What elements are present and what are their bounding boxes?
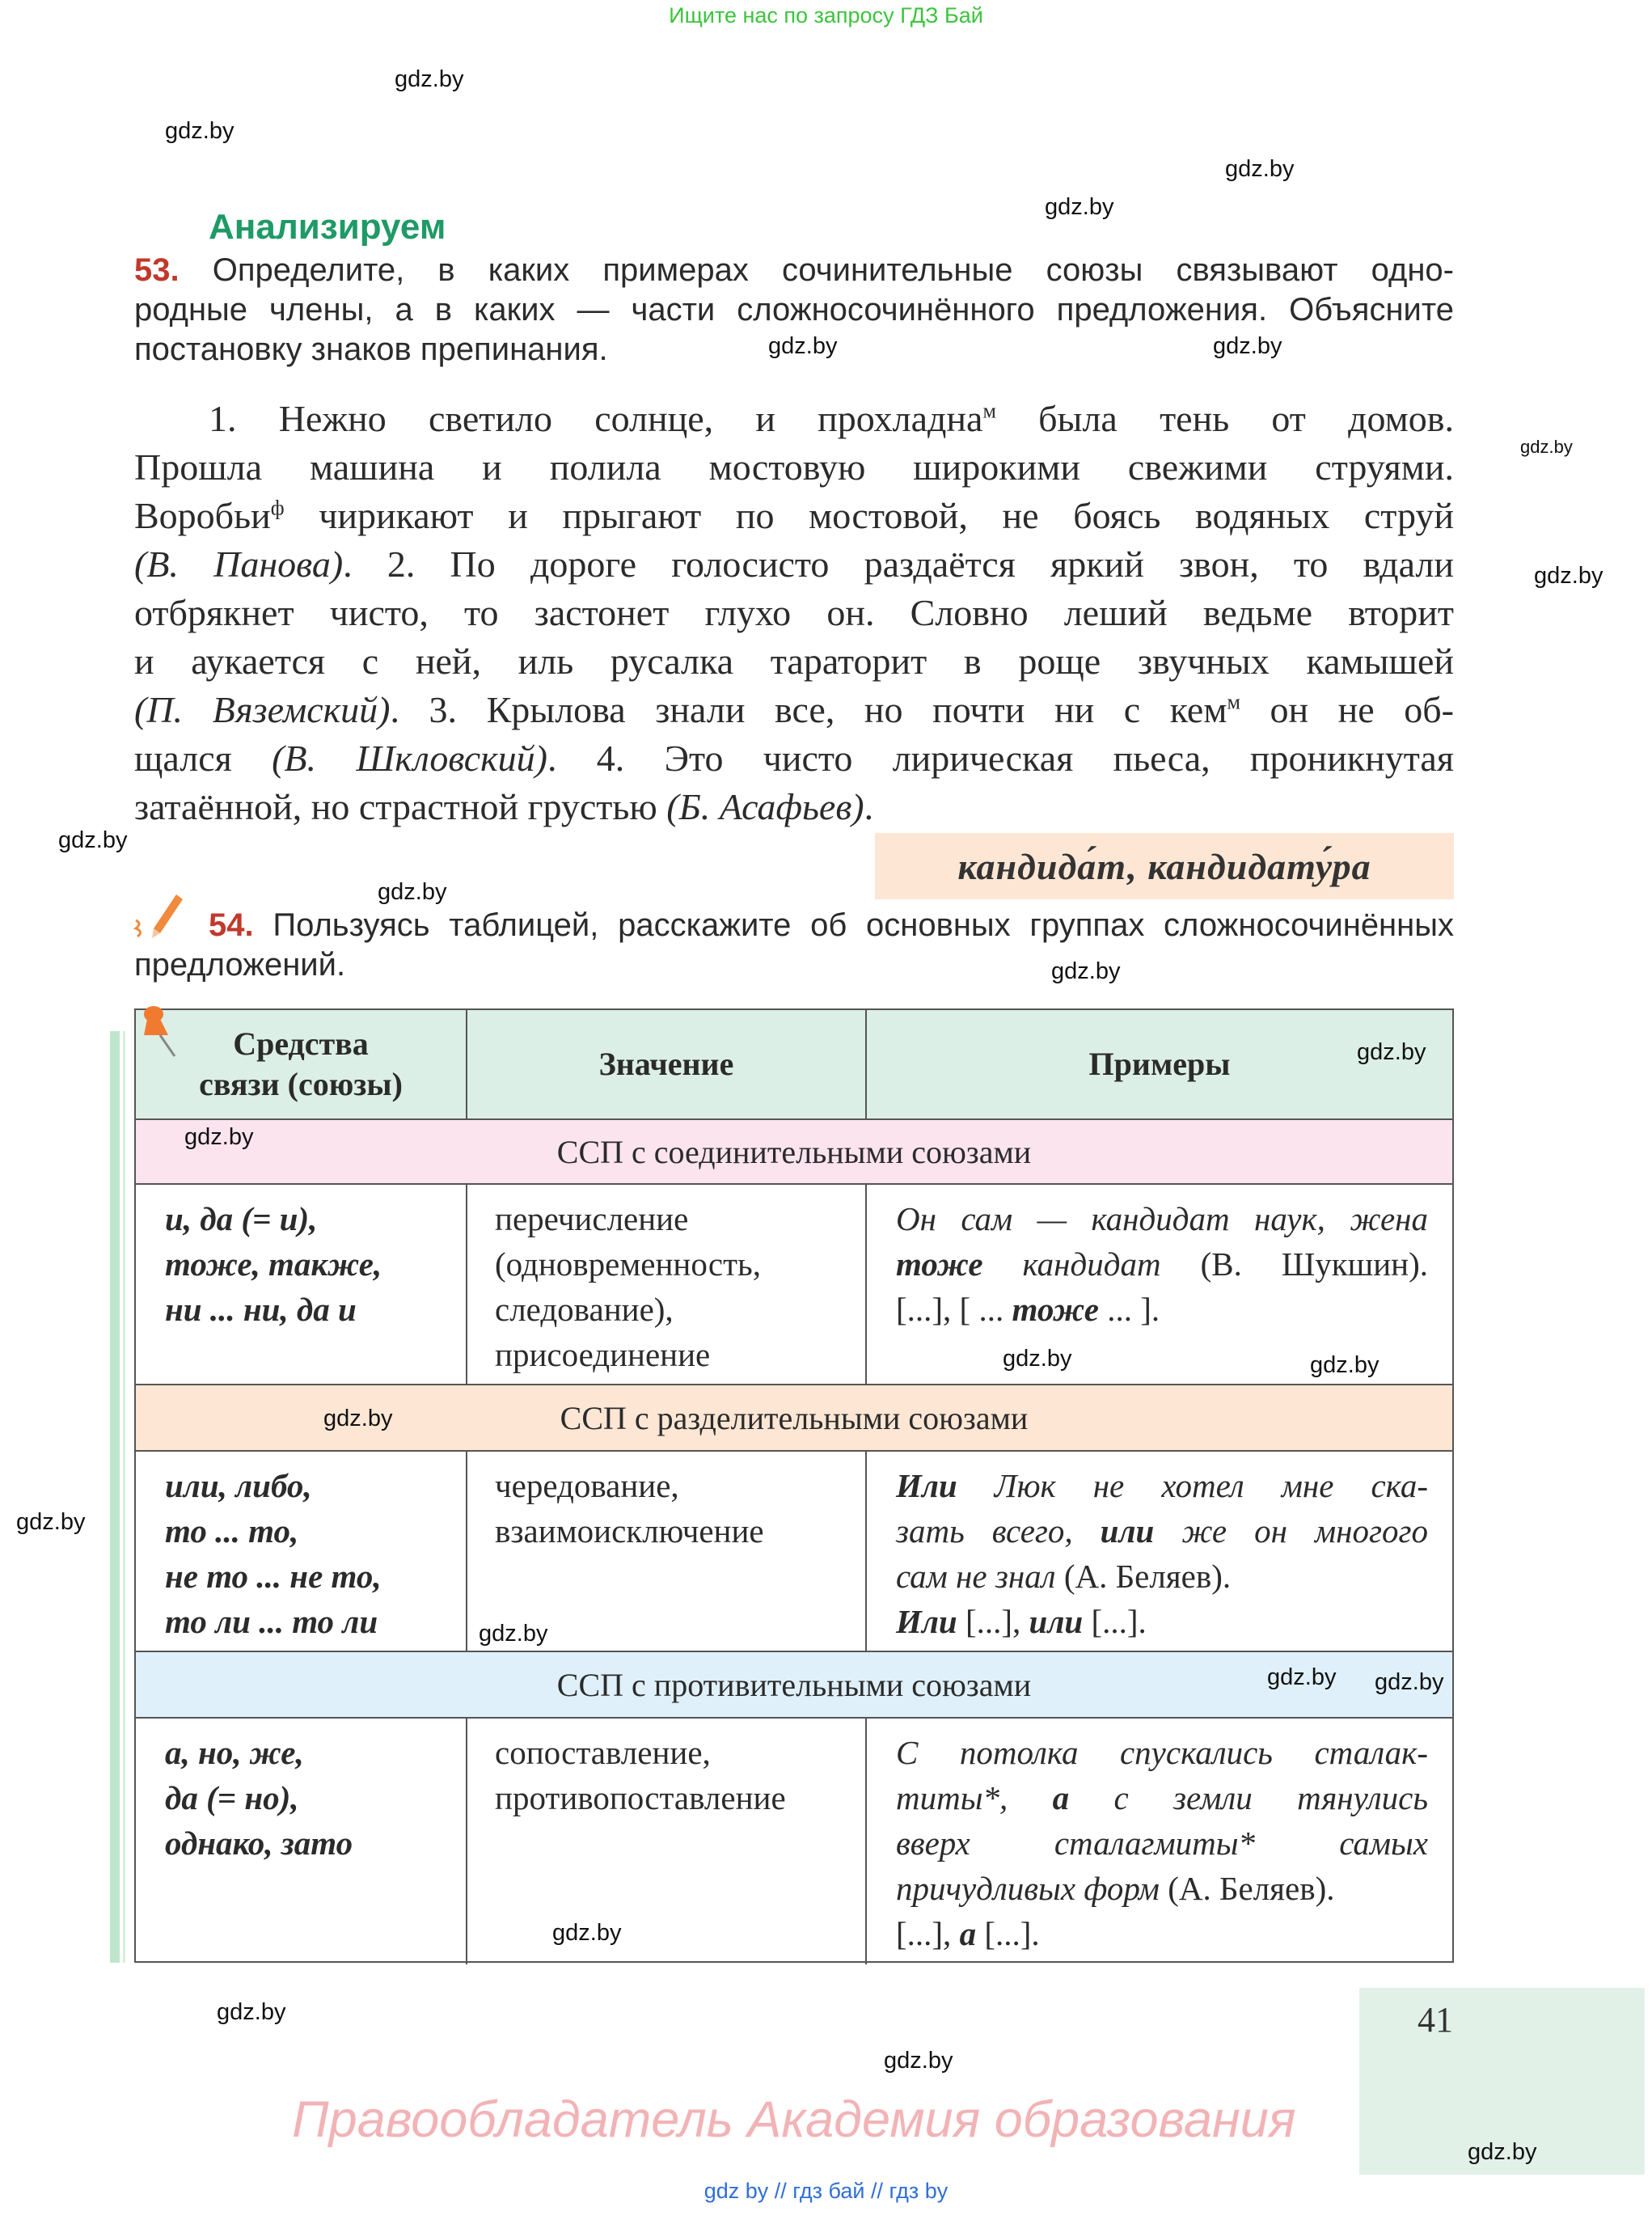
text-segment: ... ]. [1099,1291,1160,1328]
exercise-53-line: постановку знаков препинания. [134,332,608,367]
exercise-number: 54. [209,907,254,943]
text-segment: сам не знал [896,1558,1056,1595]
site-watermark: gdz.by [1520,437,1573,457]
conjunction-line: не то ... не то, [165,1558,382,1595]
text-segment: с земли тянулись [1069,1779,1428,1816]
header-conjunctions [136,1010,467,1118]
conjunction-line: и, да (= и), [165,1200,318,1237]
example-cell [867,1452,1452,1651]
header-meaning: Значение [467,1010,867,1118]
text-segment: тоже [896,1245,983,1283]
site-watermark: gdz.by [1534,563,1603,589]
example-cell [867,1719,1452,1964]
text-segment: или [1029,1603,1084,1640]
site-watermark: gdz.by [1051,958,1121,984]
text-segment: [...]. [976,1915,1040,1952]
exercise-text: Определите, в каких примерах сочинительные союзы связывают одно- [212,252,1454,288]
pushpin-icon [136,1003,184,1059]
text-segment: или [1100,1512,1155,1550]
example-line [867,1508,1452,1554]
text-segment: Или [896,1467,957,1504]
site-watermark: gdz.by [768,333,838,359]
example-line [867,1911,1452,1956]
text-segment: Он сам — кандидат наук, жена [896,1200,1428,1237]
site-watermark: gdz.by [1003,1346,1072,1372]
sentence-line [134,540,1454,589]
text-segment: (В. Шукшин). [1160,1245,1429,1283]
conjunction-line: однако, зато [165,1824,353,1862]
site-watermark: gdz.by [58,827,128,853]
text-segment: была тень от домов. [995,398,1454,439]
text-segment: отбрякнет чисто, то застонет глухо он. Словно леший ведьме вторит [134,592,1454,633]
text-segment: [...], [ ... [896,1291,1012,1328]
text-segment: (А. Беляев). [1159,1870,1335,1907]
conjunction-line: ни ... ни, да и [165,1291,357,1328]
text-segment: он не об- [1240,689,1454,730]
meaning-line: перечисление [495,1200,689,1237]
text-segment: Или [896,1603,957,1640]
text-segment: тоже [1012,1291,1099,1328]
sentence-line [134,492,1454,540]
conjunctions-cell [136,1452,467,1651]
text-segment: . 2. По дороге голосисто раздаётся яркий звон, то вдали [343,543,1454,585]
rights-watermark: Правообладатель Академия образования [292,2091,1296,2148]
meaning-cell [467,1185,867,1384]
meaning-line: чередование, [495,1467,679,1504]
site-watermark: gdz.by [16,1509,86,1535]
table-row [136,1452,1452,1652]
conjunction-line: то ... то, [165,1512,299,1550]
group-title: ССП с противительными союзами [556,1666,1032,1703]
sentence-line [134,443,1454,492]
text-segment: причудливых форм [896,1870,1160,1907]
text-segment: [...]. [1083,1603,1147,1640]
exercise-53-line: родные члены, а в каких — части сложносочинённого предложения. Объясните [134,292,1454,328]
table-header-row [136,1010,1452,1120]
text-segment: вверх сталагмиты* самых [896,1824,1428,1862]
group-title: ССП с соединительными союзами [556,1133,1032,1170]
text-segment: Воробьи [134,495,271,536]
text-segment: [...], [957,1603,1029,1640]
sentence-line [134,783,1454,831]
footnote-mark: ф [270,496,285,520]
conjunction-line: то ли ... то ли [165,1603,378,1640]
margin-bar [110,1031,120,1963]
meaning-line: следование), [495,1291,674,1328]
text-segment: (П. Вяземский) [134,689,391,730]
conjunctions-cell [136,1185,467,1384]
site-watermark: gdz.by [323,1406,393,1431]
site-watermark: gdz.by [395,66,464,92]
footnote-mark: м [1227,690,1240,714]
example-line [867,1554,1452,1599]
meaning-line: взаимоисключение [495,1512,764,1550]
text-segment: . 3. Крылова знали все, но почти ни с кем [390,689,1227,730]
example-line [867,1730,1452,1775]
conjunction-line: тоже, также, [165,1245,382,1283]
table-row [136,1185,1452,1385]
sentence-line [134,686,1454,734]
meaning-line: противопоставление [495,1779,786,1816]
footnote-mark: м [982,399,996,423]
text-segment: титы*, [896,1779,1053,1816]
vocabulary-badge: кандида́т, кандидату́ра [875,833,1454,899]
site-watermark: gdz.by [479,1621,548,1647]
meaning-cell [467,1719,867,1964]
ssp-table [134,1008,1454,1963]
site-watermark: gdz.by [1045,194,1114,220]
text-segment: (Б. Асафьев) [666,786,864,827]
example-line [867,1775,1452,1820]
text-segment: 1. Нежно светило солнце, и прохладна [209,398,983,439]
group-title-row [136,1120,1452,1185]
text-segment: Прошла машина и полила мостовую широкими свежими струями. [134,446,1454,488]
sentence-line [134,734,1454,783]
exercise-54-line: предложений. [134,947,346,983]
meaning-line: сопоставление, [495,1734,711,1771]
exercise-text: Пользуясь таблицей, расскажите об основных группах сложносочинённых [273,907,1454,943]
text-segment: же он многого [1154,1512,1428,1550]
header-examples: Примеры [1088,1046,1231,1082]
text-segment: (В. Шкловский) [272,738,547,779]
text-segment: кандидат [982,1245,1161,1283]
text-segment: щался [134,738,273,779]
header-text: связи (союзы) [199,1066,403,1102]
site-watermark: gdz.by [1213,333,1282,359]
text-segment: затаённой, но страстной грустью [134,786,667,827]
text-segment: и аукается с ней, иль русалка тараторит в роще звучных камышей [134,641,1454,682]
site-watermark: gdz.by [1267,1664,1337,1690]
example-line [867,1287,1452,1332]
text-segment: . [864,786,874,827]
example-line [867,1866,1452,1911]
text-segment: зать всего, [896,1512,1101,1550]
site-watermark: gdz.by [1468,2139,1537,2165]
text-segment: чирикают и прыгают по мостовой, не боясь водяных струй [284,495,1454,536]
example-line [867,1196,1452,1241]
text-segment: а [959,1915,977,1952]
text-segment: . 4. Это чисто лирическая пьеса, проникнутая [547,738,1454,779]
section-title: Анализируем [209,207,446,247]
site-watermark: gdz.by [1375,1669,1444,1695]
site-watermark: gdz.by [378,879,447,905]
text-segment: Люк не хотел мне ска- [957,1467,1428,1504]
header-text: Средства [233,1025,369,1062]
conjunctions-cell [136,1719,467,1964]
conjunction-line: или, либо, [165,1467,312,1504]
site-watermark: gdz.by [1310,1352,1379,1378]
text-segment: (А. Беляев). [1055,1558,1232,1595]
margin-bar [123,1031,125,1963]
example-line [867,1599,1452,1644]
meaning-line: присоединение [495,1336,711,1373]
page-number: 41 [1418,2000,1453,2040]
text-segment: [...], [896,1915,960,1952]
group-title: ССП с разделительными союзами [560,1399,1029,1436]
conjunction-line: да (= но), [165,1779,299,1816]
exercise-number: 53. [134,252,180,288]
site-watermark: gdz.by [217,1999,286,2025]
footer-links: gdz by // гдз бай // гдз by [703,2179,949,2203]
sentence-line [134,395,1454,443]
example-line [867,1820,1452,1866]
conjunction-line: а, но, же, [165,1734,304,1771]
site-watermark: gdz.by [884,2048,953,2074]
example-line [867,1241,1452,1287]
site-watermark: gdz.by [165,118,234,144]
table-row [136,1719,1452,1964]
site-watermark: gdz.by [1357,1039,1426,1065]
text-segment: (В. Панова) [134,543,344,585]
sentence-line [134,637,1454,686]
text-segment: С потолка спускались сталак- [896,1734,1428,1771]
sentence-line [134,589,1454,637]
example-line [867,1463,1452,1508]
site-watermark: gdz.by [184,1124,254,1150]
site-watermark: gdz.by [1225,156,1295,182]
exercise-54-line [134,906,1454,945]
site-watermark: gdz.by [552,1920,622,1946]
group-title-row [136,1652,1452,1719]
search-hint: Ищите нас по запросу ГДЗ Бай [669,3,983,27]
text-segment: а [1052,1779,1070,1816]
exercise-53-line [134,251,1454,290]
meaning-line: (одновременность, [495,1245,761,1283]
